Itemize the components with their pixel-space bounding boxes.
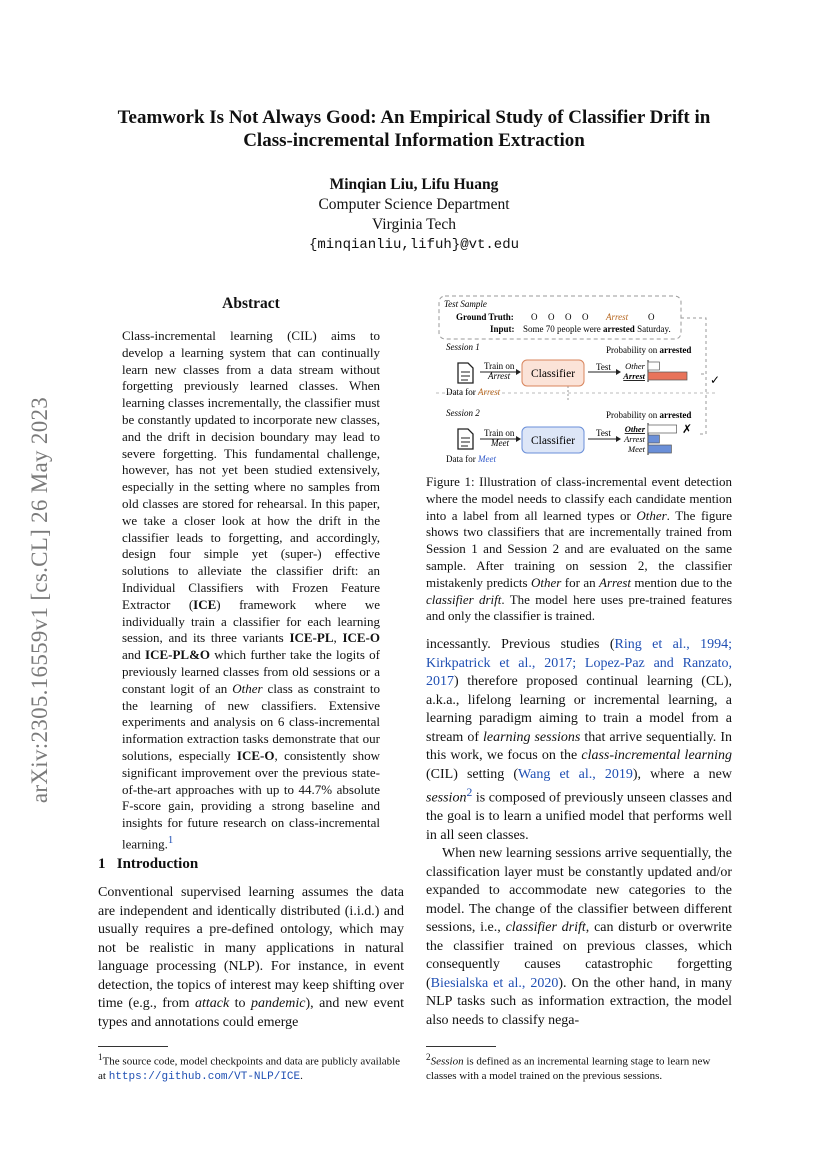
data-for-1 <box>446 387 501 397</box>
intro-text: (CIL) setting ( <box>426 766 519 782</box>
arrowhead <box>616 369 621 375</box>
correct-icon: ✓ <box>710 373 721 387</box>
probability-bars-session-2 <box>623 423 677 455</box>
wrong-icon: ✗ <box>682 422 693 436</box>
probability-bar <box>648 372 687 380</box>
probability-bar <box>648 435 659 443</box>
probability-bars-session-1 <box>622 360 687 382</box>
input-sentence <box>523 324 671 334</box>
ground-truth-tags <box>531 312 655 322</box>
section-title: Introduction <box>116 856 199 872</box>
document-icon <box>458 429 473 449</box>
intro-text: ). On the other hand, in many NLP tasks such as information extraction, the model also needs to classify nega- <box>426 975 732 1028</box>
footnote-text: is defined as an incremental learning stage to learn new classes with a model trained on the previous sessions. <box>426 1055 711 1082</box>
caption-other: Other <box>636 507 667 523</box>
caption-text: . The model here uses pre-trained features and only the classifier is trained. <box>426 591 732 624</box>
ground-truth-label: Ground Truth: <box>456 312 514 322</box>
classifier-label-1: Classifier <box>530 368 576 380</box>
intro-text: that arrive sequentially. In this work, we focus on the <box>426 729 732 763</box>
intro-right-column <box>426 636 732 1030</box>
paper-title: Teamwork Is Not Always Good: An Empirical Study of Classifier Drift in Class-incremental Information Extraction <box>117 107 711 151</box>
gt-tag: O <box>648 312 655 322</box>
abstract-text-3: which further take the logits of previously learned classes from old sessions or a constant logit of an <box>122 647 380 696</box>
gt-tag: Arrest <box>606 312 629 322</box>
citation-link[interactable]: Biesialska et al., 2020 <box>430 975 559 991</box>
test-sample-label: Test Sample <box>444 299 487 309</box>
footnote-ref-1[interactable]: 1 <box>167 833 174 846</box>
ice-o-term-2: ICE-O <box>236 747 275 763</box>
author-names: Minqian Liu, Lifu Huang <box>329 176 499 193</box>
abstract-text-4: class as constraint to the learning of new classifiers. Extensive experiments and analysis on 6 class-incremental information extraction tasks demonstrate that our solutions, especially <box>122 680 380 763</box>
footnote-2 <box>426 1050 732 1083</box>
data-for-class: Arrest <box>477 387 501 397</box>
data-for-label: Data for <box>446 454 478 464</box>
arrowhead <box>516 436 521 442</box>
data-for-2 <box>446 454 496 464</box>
bar-label: Arrest <box>624 434 645 444</box>
ice-term: ICE <box>193 596 217 612</box>
intro-paragraph-2 <box>426 845 732 1030</box>
classifier-drift-term: classifier drift <box>505 920 586 936</box>
abstract-text-5: , consistently show significant improvement over the previous state-of-the-art approaches with up to 44.7% absolute F-score gain, providing a strong baseline and insights for future research on class-incremental learning. <box>122 747 380 852</box>
section-heading-introduction <box>98 856 404 873</box>
author-email: {minqianliu,lifuh}@vt.edu <box>308 237 520 253</box>
abstract-text-1: Class-incremental learning (CIL) aims to develop a learning system that can continually learn new classes from a data stream without forgetting previously learned classes. When learning classes incrementally, the classifier must be constantly updated to incorporate new classes, and the drift in decision boundary may lead to severe forgetting. This fundamental challenge, however, has not yet been studied extensively, especially in the setting where no samples from old classes are stored for rehearsal. In this paper, we take a closer look at how the drift in the classifier leads to forgetting, and accordingly, design four simple yet (super-) effective solutions to alleviate the classifier drift: an <box>122 328 380 579</box>
footnote-session: Session <box>430 1055 464 1068</box>
author-department: Computer Science Department <box>318 196 510 213</box>
citation-link[interactable]: Ring et al., 1994; Kirkpatrick et al., 2017; Lopez-Paz and Ranzato, 2017 <box>426 637 732 689</box>
train-class-1: Arrest <box>488 371 511 381</box>
train-class-2: Meet <box>491 438 509 448</box>
prob-label: Probability on <box>606 345 660 355</box>
caption-text: . The figure shows two classifiers that are incrementally trained from Session 1 and Session 2 and are evaluated on the same sample. After training on session 2, the classifier mistakenly predicts <box>426 507 732 590</box>
probability-bar <box>648 425 677 433</box>
caption-arrest: Arrest <box>599 574 632 590</box>
prob-title-2 <box>606 410 691 420</box>
classifier-label-2: Classifier <box>530 435 576 447</box>
prob-word: arrested <box>659 410 692 420</box>
figure-1-caption <box>426 474 732 625</box>
footnote-rule-left <box>98 1046 168 1047</box>
intro-paragraph-1-cont <box>426 636 732 845</box>
input-label: Input: <box>490 324 515 334</box>
session-2-label: Session 2 <box>446 408 480 418</box>
intro-text: is composed of previously unseen classes and the goal is to learn a unified model that performs well in all seen classes. <box>426 790 732 843</box>
caption-text: for an <box>561 574 599 590</box>
ice-plo-term: ICE-PL&O <box>145 647 211 663</box>
prob-title-1 <box>606 345 691 355</box>
gt-tag: O <box>565 312 572 322</box>
section-number: 1 <box>98 856 106 872</box>
bar-label: Other <box>624 424 645 434</box>
author-block <box>96 175 732 255</box>
intro-text: Conventional supervised learning assumes the data are independent and identically distributed (i.i.d.) and usually requires a pre-defined ontology, which may not be realistic in many applications in natural language processing (NLP). For instance, in event detection, the topics of interest may keep shifting over time (e.g., from <box>98 885 404 1011</box>
intro-paragraph-1 <box>98 884 404 1032</box>
intro-text: ), and new event types and annotations could emerge <box>98 996 404 1030</box>
citation-link[interactable]: Wang et al., 2019 <box>518 766 633 782</box>
session-term: session <box>426 790 467 806</box>
gt-tag: O <box>531 312 538 322</box>
footnote-mark: 2 <box>426 1052 431 1062</box>
arrowhead <box>616 436 621 442</box>
abstract-body: Class-incremental learning (CIL) aims to develop a learning system that can continually learn new classes from a data stream without forgetting previously learned classes. When learning classes incrementally, the classifier must be constantly updated to incorporate new classes, and the drift in decision boundary may lead to severe forgetting. This fundamental challenge, however, has not yet been studied extensively, especially in the setting where no samples from old classes are stored for rehearsal. In this paper, we take a closer look at how the drift in the classifier leads to forgetting, and accordingly, design four simple yet (super-) effective solutions to alleviate the classifier drift: an Individual Classifiers with Frozen Feature Extractor (ICE) framework where we individually train a classifier for each learning session, and its three variants ICE-PL, ICE-O and ICE-PL&O which further take the logits of previously learned classes from old sessions or a constant logit of an Other class as constraint to the learning of new classifiers. Extensive experiments and analysis on 6 class-incremental information extraction tasks demonstrate that our solutions, especially ICE-O, consistently show significant improvement over the previous state-of-the-art approaches with up to 44.7% absolute F-score gain, providing a strong baseline and insights for future research on class-incremental learning.$^1$ <box>122 328 380 852</box>
caption-text: Illustration of class-incremental event detection where the model needs to classify each candidate mention into a label from all learned types or <box>426 474 732 523</box>
sentence-part: Saturday. <box>634 324 671 334</box>
intro-text: to <box>229 996 252 1011</box>
arxiv-identifier-text: arXiv:2305.16559v1 [cs.CL] 26 May 2023 <box>27 396 52 804</box>
data-for-label: Data for <box>446 387 478 397</box>
ice-pl-term: ICE-PL <box>289 630 334 646</box>
bar-label: Meet <box>628 444 645 454</box>
ice-o-term: ICE-O <box>342 630 380 646</box>
cil-term: class-incremental learning <box>581 748 732 763</box>
sentence-part: Some 70 people were <box>523 324 603 334</box>
other-term: Other <box>232 680 263 696</box>
footnote-rule-right <box>426 1046 496 1047</box>
footnote-ref-2[interactable]: 2 <box>466 786 473 799</box>
footnote-1 <box>98 1050 404 1084</box>
figure-1-diagram <box>436 294 732 468</box>
test-label-1: Test <box>596 362 611 372</box>
train-on-label: Train on <box>484 428 515 438</box>
caption-other: Other <box>531 574 562 590</box>
learning-sessions-term: learning sessions <box>483 729 581 745</box>
pandemic-term: pandemic <box>251 996 306 1011</box>
prob-label: Probability on <box>606 410 660 420</box>
caption-label: Figure 1: <box>426 474 475 489</box>
intro-text: ), where a new <box>632 766 732 782</box>
data-for-class: Meet <box>477 454 496 464</box>
sentence-bold: arrested <box>602 324 635 334</box>
test-label-2: Test <box>596 428 611 438</box>
bar-label: Other <box>625 361 645 371</box>
abstract-text-2: framework where we individually train a classifier for each learning session, and its three variants <box>122 596 380 646</box>
train-on-label: Train on <box>484 361 515 371</box>
prob-word: arrested <box>659 345 692 355</box>
arrowhead <box>516 369 521 375</box>
caption-text: mention due to the <box>631 574 733 590</box>
intro-text: , can disturb or overwrite the classifier trained on previous classes, which consequently causes catastrophic forgetting ( <box>426 920 733 991</box>
caption-drift: classifier drift <box>426 591 502 607</box>
bar-label: Arrest <box>623 371 645 381</box>
gt-tag: O <box>548 312 555 322</box>
probability-bar <box>648 445 671 453</box>
abstract-heading: Abstract <box>222 295 280 312</box>
arxiv-identifier-sidebar <box>20 340 60 860</box>
document-icon <box>458 363 473 383</box>
intro-text: incessantly. Previous studies ( <box>426 637 615 652</box>
footnote-end: . <box>300 1069 303 1082</box>
attack-term: attack <box>194 996 230 1011</box>
session-1-label: Session 1 <box>446 342 480 352</box>
gt-tag: O <box>582 312 589 322</box>
footnote-link[interactable]: https://github.com/VT-NLP/ICE <box>108 1070 301 1083</box>
intro-text: When new learning sessions arrive sequentially, the classification layer must be constantly updated and/or expanded to accommodate new categories to the model. The change of the classifier between different sessions, i.e., <box>426 846 732 936</box>
footnote-text: The source code, model checkpoints and data are publicly available at <box>98 1055 401 1082</box>
author-university: Virginia Tech <box>372 216 456 233</box>
intro-text: ) therefore proposed continual learning (CL), a.k.a., lifelong learning or incremental learning, a learning paradigm aiming to train a model from a stream of <box>426 674 732 745</box>
footnote-mark: 1 <box>98 1052 103 1062</box>
probability-bar <box>648 362 659 370</box>
ice-expansion: Individual Classifiers with Frozen Feature Extractor <box>122 579 380 612</box>
